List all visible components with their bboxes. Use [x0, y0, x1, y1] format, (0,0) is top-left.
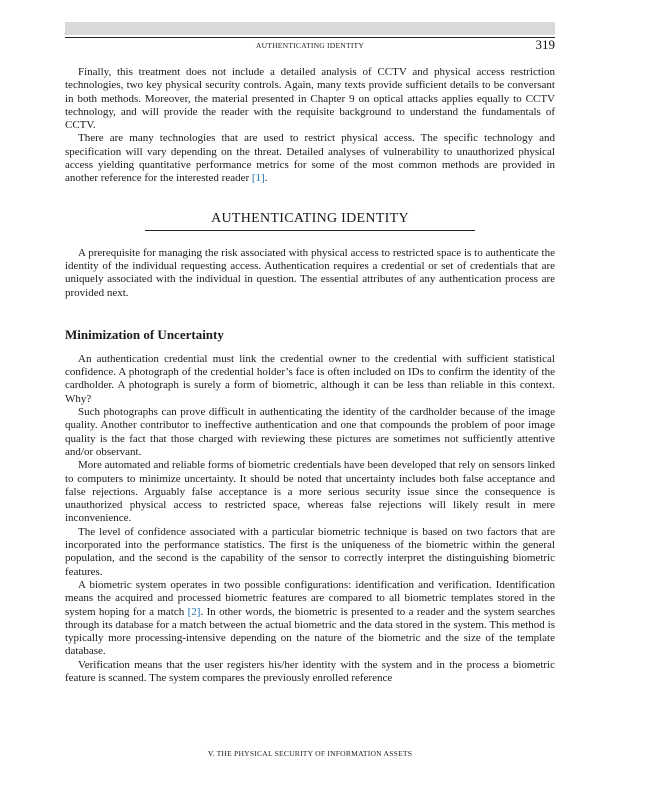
page-number: 319 [535, 37, 555, 52]
subsection-heading: Minimization of Uncertainty [65, 326, 224, 342]
citation-link-2[interactable]: [2] [187, 605, 201, 618]
intro-paragraph-1: Finally, this treatment does not include a detailed analysis of CCTV and physical access restriction technologies, two key physical security controls. Again, many texts provide sufficient details to be conversant in both methods. Moreover, the material presented in Chapter 9 on optical attacks applies equally to CCTV technology, and will provide the reader with the requisite background to understand the fundamentals of CCTV. [65, 66, 555, 132]
header-bar [65, 22, 555, 35]
subsection-paragraph-5-text-b: . In other words, the biometric is presented to a reader and the system searches through its database for a match between the actual biometric and the data stored in the system. This method is typically more processing-intensive depending on the nature of the biometric and the size of the template database. [65, 605, 556, 658]
subsection-paragraph-4: The level of confidence associated with a particular biometric technique is based on two factors that are incorporated into the performance statistics. The first is the uniqueness of the biometric within the general population, and the second is the capability of the sensor to correctly interpret the distinguishing biometric features. [65, 525, 555, 578]
intro-paragraph-2-text: There are many technologies that are used to restrict physical access. The specific technology and specification will vary depending on the threat. Detailed analyses of vulnerability to unauthorized physical access yielding quantitative performance metrics for some of the most common methods are provided in another reference for the interested reader [65, 132, 555, 185]
intro-paragraph-2 [65, 132, 555, 185]
section-gap [65, 231, 555, 247]
subsection-paragraph-5 [65, 579, 555, 659]
subsection-paragraph-2: Such photographs can prove difficult in authenticating the identity of the cardholder because of the image quality. Another contributor to ineffective authentication and one that compounds the problem of poor image quality is the fact that those charged with reviewing these pictures are sometimes not sufficiently attentive and/or observant. [65, 406, 555, 458]
body-text [65, 66, 555, 685]
header-rule [65, 37, 555, 38]
section-heading: AUTHENTICATING IDENTITY [145, 211, 475, 231]
subsection-paragraph-1: An authentication credential must link the credential owner to the credential with sufficient statistical confidence. A photograph of the credential holder’s face is often included on IDs to confirm the identity of the cardholder. A photograph is surely a form of biometric, although it can be less than reliable in this context. Why? [65, 352, 555, 405]
running-head: AUTHENTICATING IDENTITY [255, 41, 365, 50]
footer: V. THE PHYSICAL SECURITY OF INFORMATION ASSETS [207, 749, 413, 758]
subsection-paragraph-5-text-a: A biometric system operates in two possible configurations: identification and verification. Identification means the acquired and processed biometric features are compared to all biometric templates stored in the system hoping for a match [65, 578, 555, 618]
subsection-paragraph-6: Verification means that the user registers his/her identity with the system and in the process a biometric feature is scanned. The system compares the previously enrolled reference [65, 658, 555, 684]
subsection-paragraph-3: More automated and reliable forms of biometric credentials have been developed that rely on sensors linked to computers to minimize uncertainty. It should be noted that uncertainty includes both false acceptance and false rejections. Arguably false acceptance is a more serious security issue since the consequence is unauthorized physical access to restricted space, whereas false rejections will likely result in mere inconvenience. [65, 459, 555, 525]
citation-link-1[interactable]: [1] [251, 172, 265, 185]
section-paragraph-1: A prerequisite for managing the risk associated with physical access to restricted space is to authenticate the identity of the individual requesting access. Authentication requires a credential or set of credentials that are uniquely associated with the individual in question. The essential attributes of any authentication process are provided next. [65, 246, 555, 299]
intro-paragraph-2-end: . [264, 172, 268, 185]
